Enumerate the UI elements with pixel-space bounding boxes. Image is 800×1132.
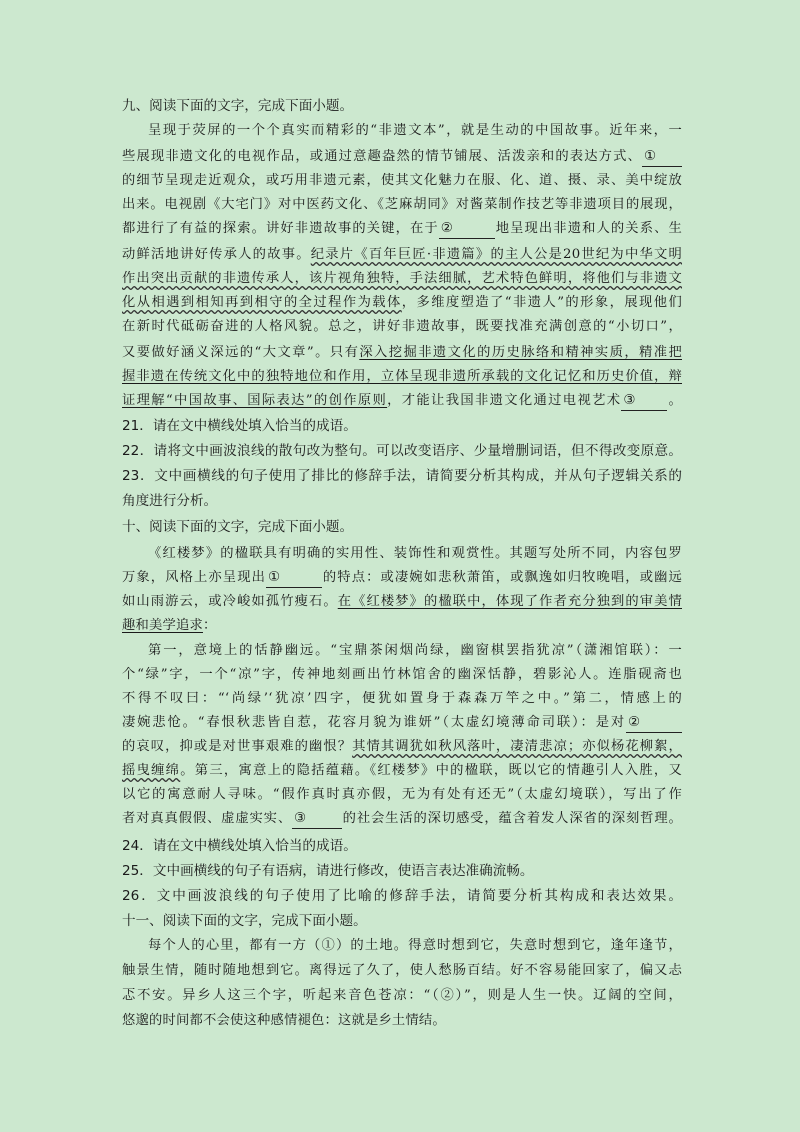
- passage-10-line: 趣和美学追求：: [122, 618, 217, 633]
- question-23-cont: 角度进行分析。: [122, 493, 218, 509]
- blank-2[interactable]: ②: [626, 714, 682, 733]
- passage-9-line: 动鲜活地讲好传承人的故事。纪录片《百年巨匠·非遗篇》的主人公是20世纪为中华文明: [122, 247, 682, 262]
- section-11-heading: 十一、阅读下面的文字，完成下面小题。: [122, 913, 367, 929]
- passage-10-line: 摇曳缠绵。第三，寓意上的隐括蕴藉。《红楼梦》中的楹联，既以它的情趣引人入胜，又: [122, 763, 682, 778]
- wavy-sentence: 纪录片《百年巨匠·非遗篇》的主人公是20世纪为中华文明: [310, 247, 682, 262]
- passage-9-line: 些展现非遗文化的电视作品，或通过意趣盎然的情节铺展、活泼亲和的表达方式、 ①: [122, 146, 682, 168]
- blank-3[interactable]: ③: [292, 810, 342, 829]
- section-10-heading: 十、阅读下面的文字，完成下面小题。: [122, 519, 354, 535]
- passage-9-line: [122, 366, 682, 388]
- underlined-sentence: 在《红楼梦》的楹联中，体现了作者充分独到的审美情: [337, 594, 682, 609]
- passage-11-line: 触景生情，随时随地想到它。离得远了久了，使人愁肠百结。好不容易能回家了，偏又忐: [122, 963, 682, 978]
- wavy-sentence: 作出突出贡献的非遗传承人，该片视角独特，手法细腻，艺术特色鲜明，将他们与非遗文: [122, 271, 682, 286]
- blank-1[interactable]: ①: [266, 569, 322, 588]
- passage-9-line: 在新时代砥砺奋进的人格风貌。总之，讲好非遗故事，既要找准充满创意的“小切口”，: [122, 319, 682, 334]
- underlined-sentence: 证理解“中国故事、国际表达”的创作原则: [122, 393, 388, 408]
- passage-10-line: 者对真真假假、虚虚实实、 ③ 的社会生活的深切感受，蕴含着发人深省的深刻哲理。: [122, 808, 682, 830]
- underlined-sentence: 趣和美学追求: [122, 618, 203, 633]
- question-23: 23．文中画横线的句子使用了排比的修辞手法，请简要分析其构成，并从句子逻辑关系的: [122, 468, 682, 484]
- passage-10-line: 以它的寓意耐人寻味。“假作真时真亦假，无为有处有还无”（太虚幻境联），写出了作: [122, 787, 682, 802]
- question-25: 25．文中画横线的句子有语病，请进行修改，使语言表达准确流畅。: [122, 863, 534, 879]
- passage-9-line: 化从相遇到相知再到相守的全过程作为载体，多维度塑造了“非遗人”的形象，展现他们: [122, 295, 682, 310]
- wavy-sentence: 摇曳缠绵: [122, 763, 181, 778]
- underlined-sentence: 深入挖掘非遗文化的历史脉络和精神实质，精准把: [359, 345, 682, 360]
- passage-10-line: 《红楼梦》的楹联具有明确的实用性、装饰性和观赏性。其题写处所不同，内容包罗: [148, 546, 682, 561]
- wavy-sentence: 其情其调犹如秋风落叶，凄清悲凉；亦似杨花柳絮，: [352, 739, 682, 754]
- question-22: 22．请将文中画波浪线的散句改为整句。可以改变语序、少量增删词语，但不得改变原意。: [122, 443, 682, 459]
- passage-10-line: 如山雨游云，或冷峻如孤竹瘦石。在《红楼梦》的楹联中，体现了作者充分独到的审美情: [122, 594, 682, 609]
- passage-9-line: 出来。电视剧《大宅门》对中医药文化、《芝麻胡同》对酱菜制作技艺等非遗项目的展现，: [122, 197, 682, 212]
- wavy-sentence: 化从相遇到相知再到相守的全过程作为载体: [122, 295, 402, 310]
- passage-10-line: 的哀叹，抑或是对世事艰难的幽恨？其情其调犹如秋风落叶，凄清悲凉；亦似杨花柳絮，: [122, 739, 682, 754]
- passage-10-line: 凄婉悲怆。“春恨秋悲皆自惹，花容月貌为谁妍”（太虚幻境薄命司联）：是对 ②: [122, 712, 682, 734]
- underlined-sentence: 握非遗在传统文化中的独特地位和作用，立体呈现非遗所承载的文化记忆和历史价值，辩: [122, 369, 682, 384]
- passage-9-line: 证理解“中国故事、国际表达”的创作原则，才能让我国非遗文化通过电视艺术 ③ 。: [122, 390, 682, 412]
- passage-10-line: 个“绿”字，一个“凉”字，传神地刻画出竹林馆舍的幽深恬静，碧影沁人。连脂砚斋也: [122, 667, 682, 682]
- question-21: 21．请在文中横线处填入恰当的成语。: [122, 418, 357, 434]
- passage-9-line: [122, 268, 682, 290]
- passage-10-line: 万象，风格上亦呈现出 ① 的特点：或凄婉如悲秋萧笛，或飘逸如归牧晚唱，或幽远: [122, 567, 682, 589]
- passage-9-line: 的细节呈现走近观众，或巧用非遗元素，使其文化魅力在服、化、道、摄、录、美中绽放: [122, 173, 682, 188]
- question-26: 26．文中画波浪线的句子使用了比喻的修辞手法，请简要分析其构成和表达效果。: [122, 888, 682, 904]
- blank-3[interactable]: ③: [621, 392, 667, 411]
- passage-9-line: 都进行了有益的探索。讲好非遗故事的关键，在于 ② 地呈现出非遗和人的关系、生: [122, 218, 682, 240]
- question-24: 24．请在文中横线处填入恰当的成语。: [122, 838, 357, 854]
- passage-10-line: 不得不叹曰：“‘尚绿’‘犹凉’四字，便犹如置身于森森万竿之中。”第二，情感上的: [122, 691, 682, 706]
- blank-2[interactable]: ②: [439, 220, 495, 239]
- section-9-heading: 九、阅读下面的文字，完成下面小题。: [122, 98, 354, 114]
- blank-1[interactable]: ①: [642, 148, 682, 167]
- passage-9-line: 呈现于荧屏的一个个真实而精彩的“非遗文本”，就是生动的中国故事。近年来，一: [148, 123, 682, 138]
- passage-10-line: 第一，意境上的恬静幽远。“宝鼎茶闲烟尚绿，幽窗棋罢指犹凉”（潇湘馆联）：一: [148, 643, 682, 658]
- passage-11-line: 忑不安。异乡人这三个字，听起来音色苍凉：“（②）”，则是人生一快。辽阔的空间，: [122, 988, 682, 1003]
- passage-11-line: 每个人的心里，都有一方（①）的土地。得意时想到它，失意时想到它，逢年逢节，: [148, 938, 682, 953]
- passage-11-line: 悠邈的时间都不会使这种感情褪色：这就是乡土情结。: [122, 1013, 446, 1028]
- passage-9-line: 又要做好涵义深远的“大文章”。只有深入挖掘非遗文化的历史脉络和精神实质，精准把: [122, 345, 682, 360]
